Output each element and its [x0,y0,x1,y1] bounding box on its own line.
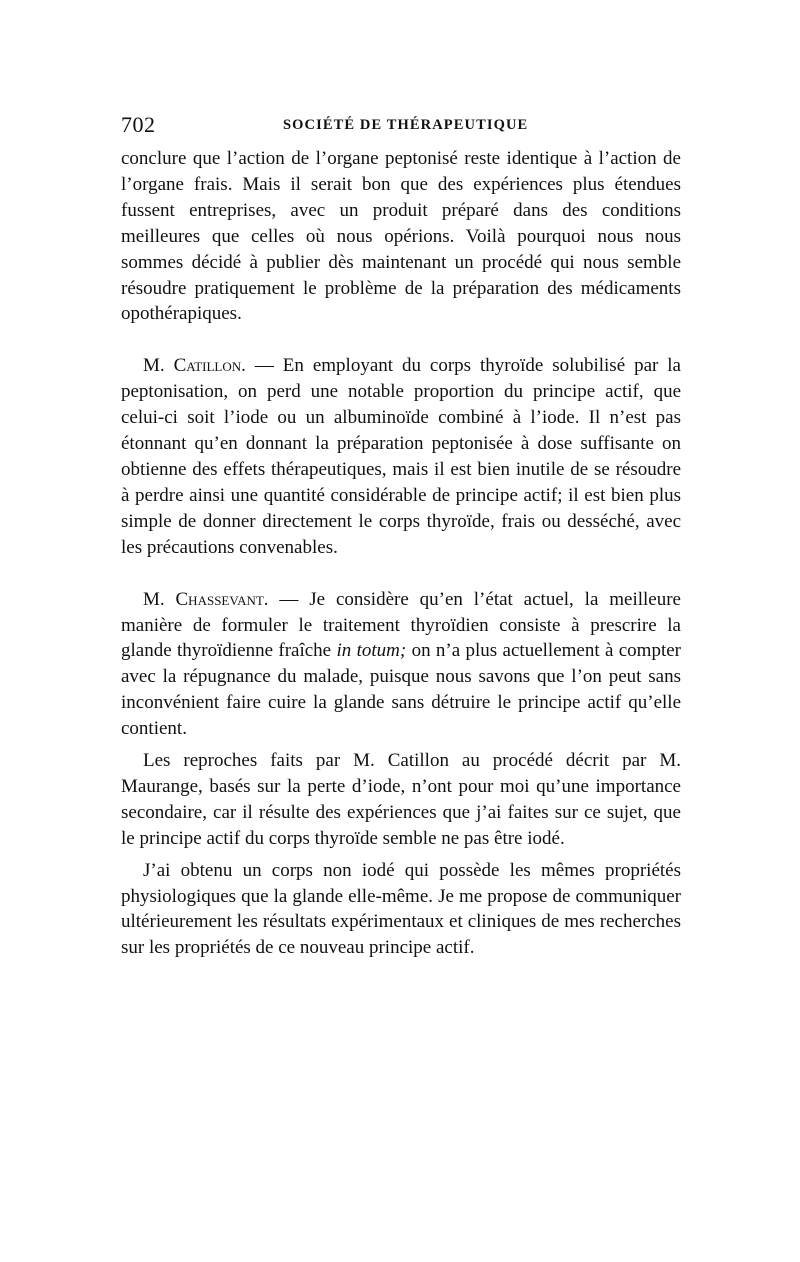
italic-phrase: in totum; [336,640,407,662]
paragraph-text: Les reproches faits par M. Catillon au procédé décrit par M. Maurange, basés sur la perte d’iode, n’ont pour moi qu’une importance secondaire, car il résulte des expériences que j’ai faites sur ce sujet, que le principe actif du corps thyroïde semble ne pas être iodé. [121,750,681,849]
paragraph-text: — Je considère qu’en l’état actuel, la meilleure manière de formuler le traitement thyroïdien consiste à prescrire la glande thyroïdienne fraîche [121,588,681,662]
book-page [121,112,681,961]
page-number: 702 [121,112,156,137]
paragraph-text: — En employant du corps thyroïde solubilisé par la peptonisation, on perd une notable proportion du principe actif, que celui-ci soit l’iode ou un albuminoïde combiné à l’iode. Il n’est pas étonnant qu’en donnant la préparation peptonisée à dose suffisante on obtienne des effets thérapeutiques, mais il est bien inutile de se résoudre à perdre ainsi une quantité considérable de principe actif; il est bien plus simple de donner directement le corps thyroïde, frais ou desséché, avec les précautions convenables. [121,355,681,558]
paragraph-corps-non-iode [121,858,681,962]
paragraph-text: J’ai obtenu un corps non iodé qui possède les mêmes propriétés physiologiques que la glande elle-même. Je me propose de communiquer ultérieurement les résultats expérimentaux et cliniques de mes recherches sur les propriétés de ce nouveau principe actif. [121,859,681,959]
running-head [121,112,681,146]
paragraph-text: on n’a plus actuellement à compter avec la répugnance du malade, puisque nous savons que l’on peut sans inconvénient faire cuire la glande sans détruire le principe actif qu’elle contient. [121,640,681,740]
paragraph-reproches [121,748,681,852]
paragraph-chassevant [121,587,681,742]
running-title: SOCIÉTÉ DE THÉRAPEUTIQUE [283,117,529,133]
speaker-name: M. Chassevant. [143,588,269,610]
paragraph-catillon [121,353,681,560]
speaker-name: M. Catillon. [143,355,246,377]
paragraph-text: conclure que l’action de l’organe peptonisé reste identique à l’action de l’organe frais. Mais il serait bon que des expériences plus étendues fussent entreprises, avec un produit préparé dans des conditions meilleures que celles où nous opérions. Voilà pourquoi nous nous sommes décidé à publier dès maintenant un procédé qui nous semble résoudre pratiquement le problème de la préparation des médicaments opothérapiques. [121,148,681,325]
paragraph-continuation [121,146,681,327]
